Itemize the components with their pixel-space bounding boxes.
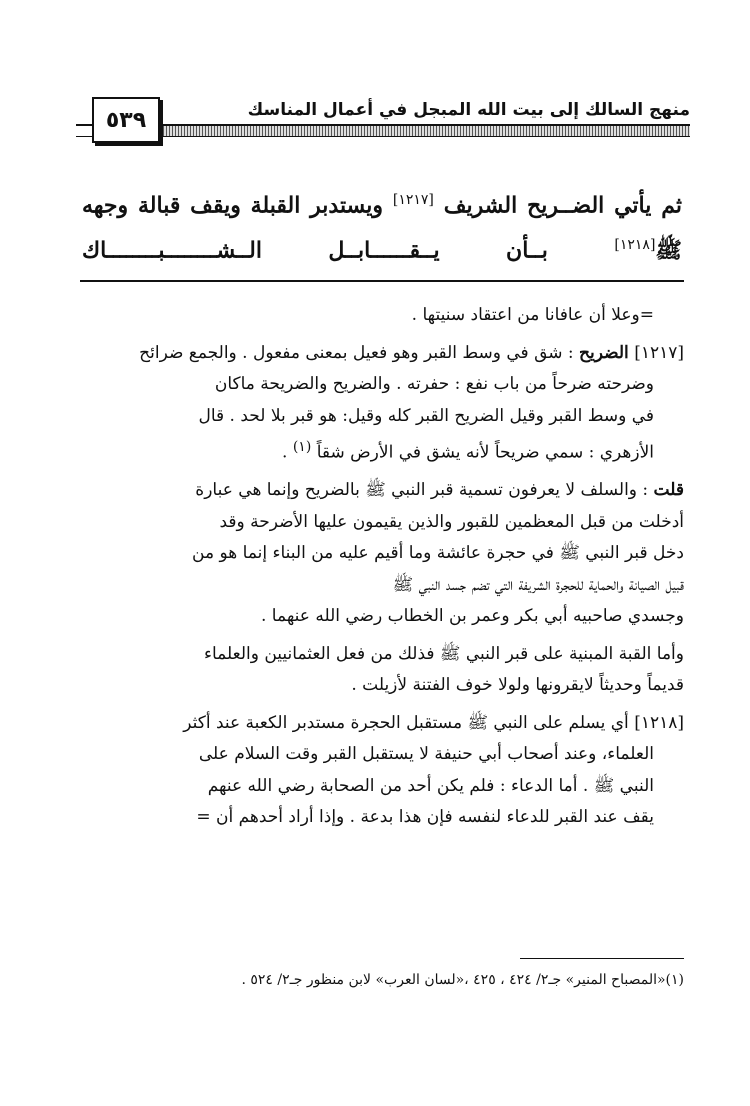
note-ref-1218: [١٢١٨] [614,237,656,254]
running-header-title: منهج السالك إلى بيت الله المبجل في أعمال المناسك [247,100,690,120]
footnote-divider [520,958,684,959]
footnote-1: (١)«المصباح المنير» جـ٢/ ٤٢٤ ، ٤٢٥ ،«لسان العرب» لابن منظور جـ٢/ ٥٢٤ . [241,972,684,988]
note-1217: [١٢١٧] الضريح : شق في وسط القبر وهو فعيل بمعنى مفعول . والجمع ضرائح وضرحته ضرحاً من باب نفع : حفرته . والضريح والضريحة ماكان في وسط القبر وقيل الضريح القبر كله وقيل: هو قبر بلا لحد . قال الأزهري : سمي ضريحاً لأنه يشق في الأرض شقاً $^{(١)}$ . [139,342,684,463]
note-ref-1217: [١٢١٧] [392,192,434,208]
page-number: ٥٣٩ [92,97,160,143]
main-text [82,180,682,271]
main-line-1 [82,180,682,225]
note-1218: [١٢١٨] أي يسلم على النبي ﷺ مستقبل الحجرة مستدبر الكعبة عند أكثر العلماء، وعند أصحاب أبي حنيفة لا يستقبل القبر وقت السلام على النبي ﷺ . أما الدعاء : فلم يكن أحد من الصحابة رضي الله عنهم يقف عند القبر للدعاء لنفسه فإن هذا بدعة . وإذا أراد أحدهم أن = [183,712,684,828]
qult-paragraph: قلت : والسلف لا يعرفون تسمية قبر النبي ﷺ بالضريح وإنما هي عبارة أدخلت من قبل المعظمين للقبور والذين يقيمون عليها الأضرحة وقد دخل قبر النبي ﷺ في حجرة عائشة وما أقيم عليه من البناء إنما هو من قبيل الصيانة والحماية للحجرة الشريفة التي تضم جسد النبي ﷺ وجسدي صاحبيه أبي بكر وعمر بن الخطاب رضي الله عنهما . [192,480,684,627]
footnote-ref-1: (١) [292,439,312,455]
dome-paragraph: وأما القبة المبنية على قبر النبي ﷺ فذلك من فعل العثمانيين والعلماء قديماً وحديثاً لايقرونها ولولا خوف الفتنة لأزيلت . [203,643,684,696]
main-text-divider [80,280,684,282]
main-line-2 [82,225,682,270]
main-line-1-start: ثم يأتي الضــريح الشريف [443,192,682,219]
qult-label: قلت [653,480,684,501]
note-1217-term: الضريح [579,342,629,363]
continuation-note: =وعلا أن عافانا من اعتقاد سنيتها . [411,305,654,325]
note-1217-number: [١٢١٧] [634,342,684,363]
notes-section [82,300,684,840]
note-1218-number: [١٢١٨] [634,712,684,733]
main-line-1-end: ويستدبر القبلة ويقف قبالة وجهه [82,192,383,219]
main-line-2-end: بــأن يــقــــــابــل الــشــــــــبــــــــاك [82,237,548,264]
header-left-rule [76,124,92,137]
main-line-2-start: ﷺ [655,237,682,264]
header-decorative-band [160,124,690,137]
